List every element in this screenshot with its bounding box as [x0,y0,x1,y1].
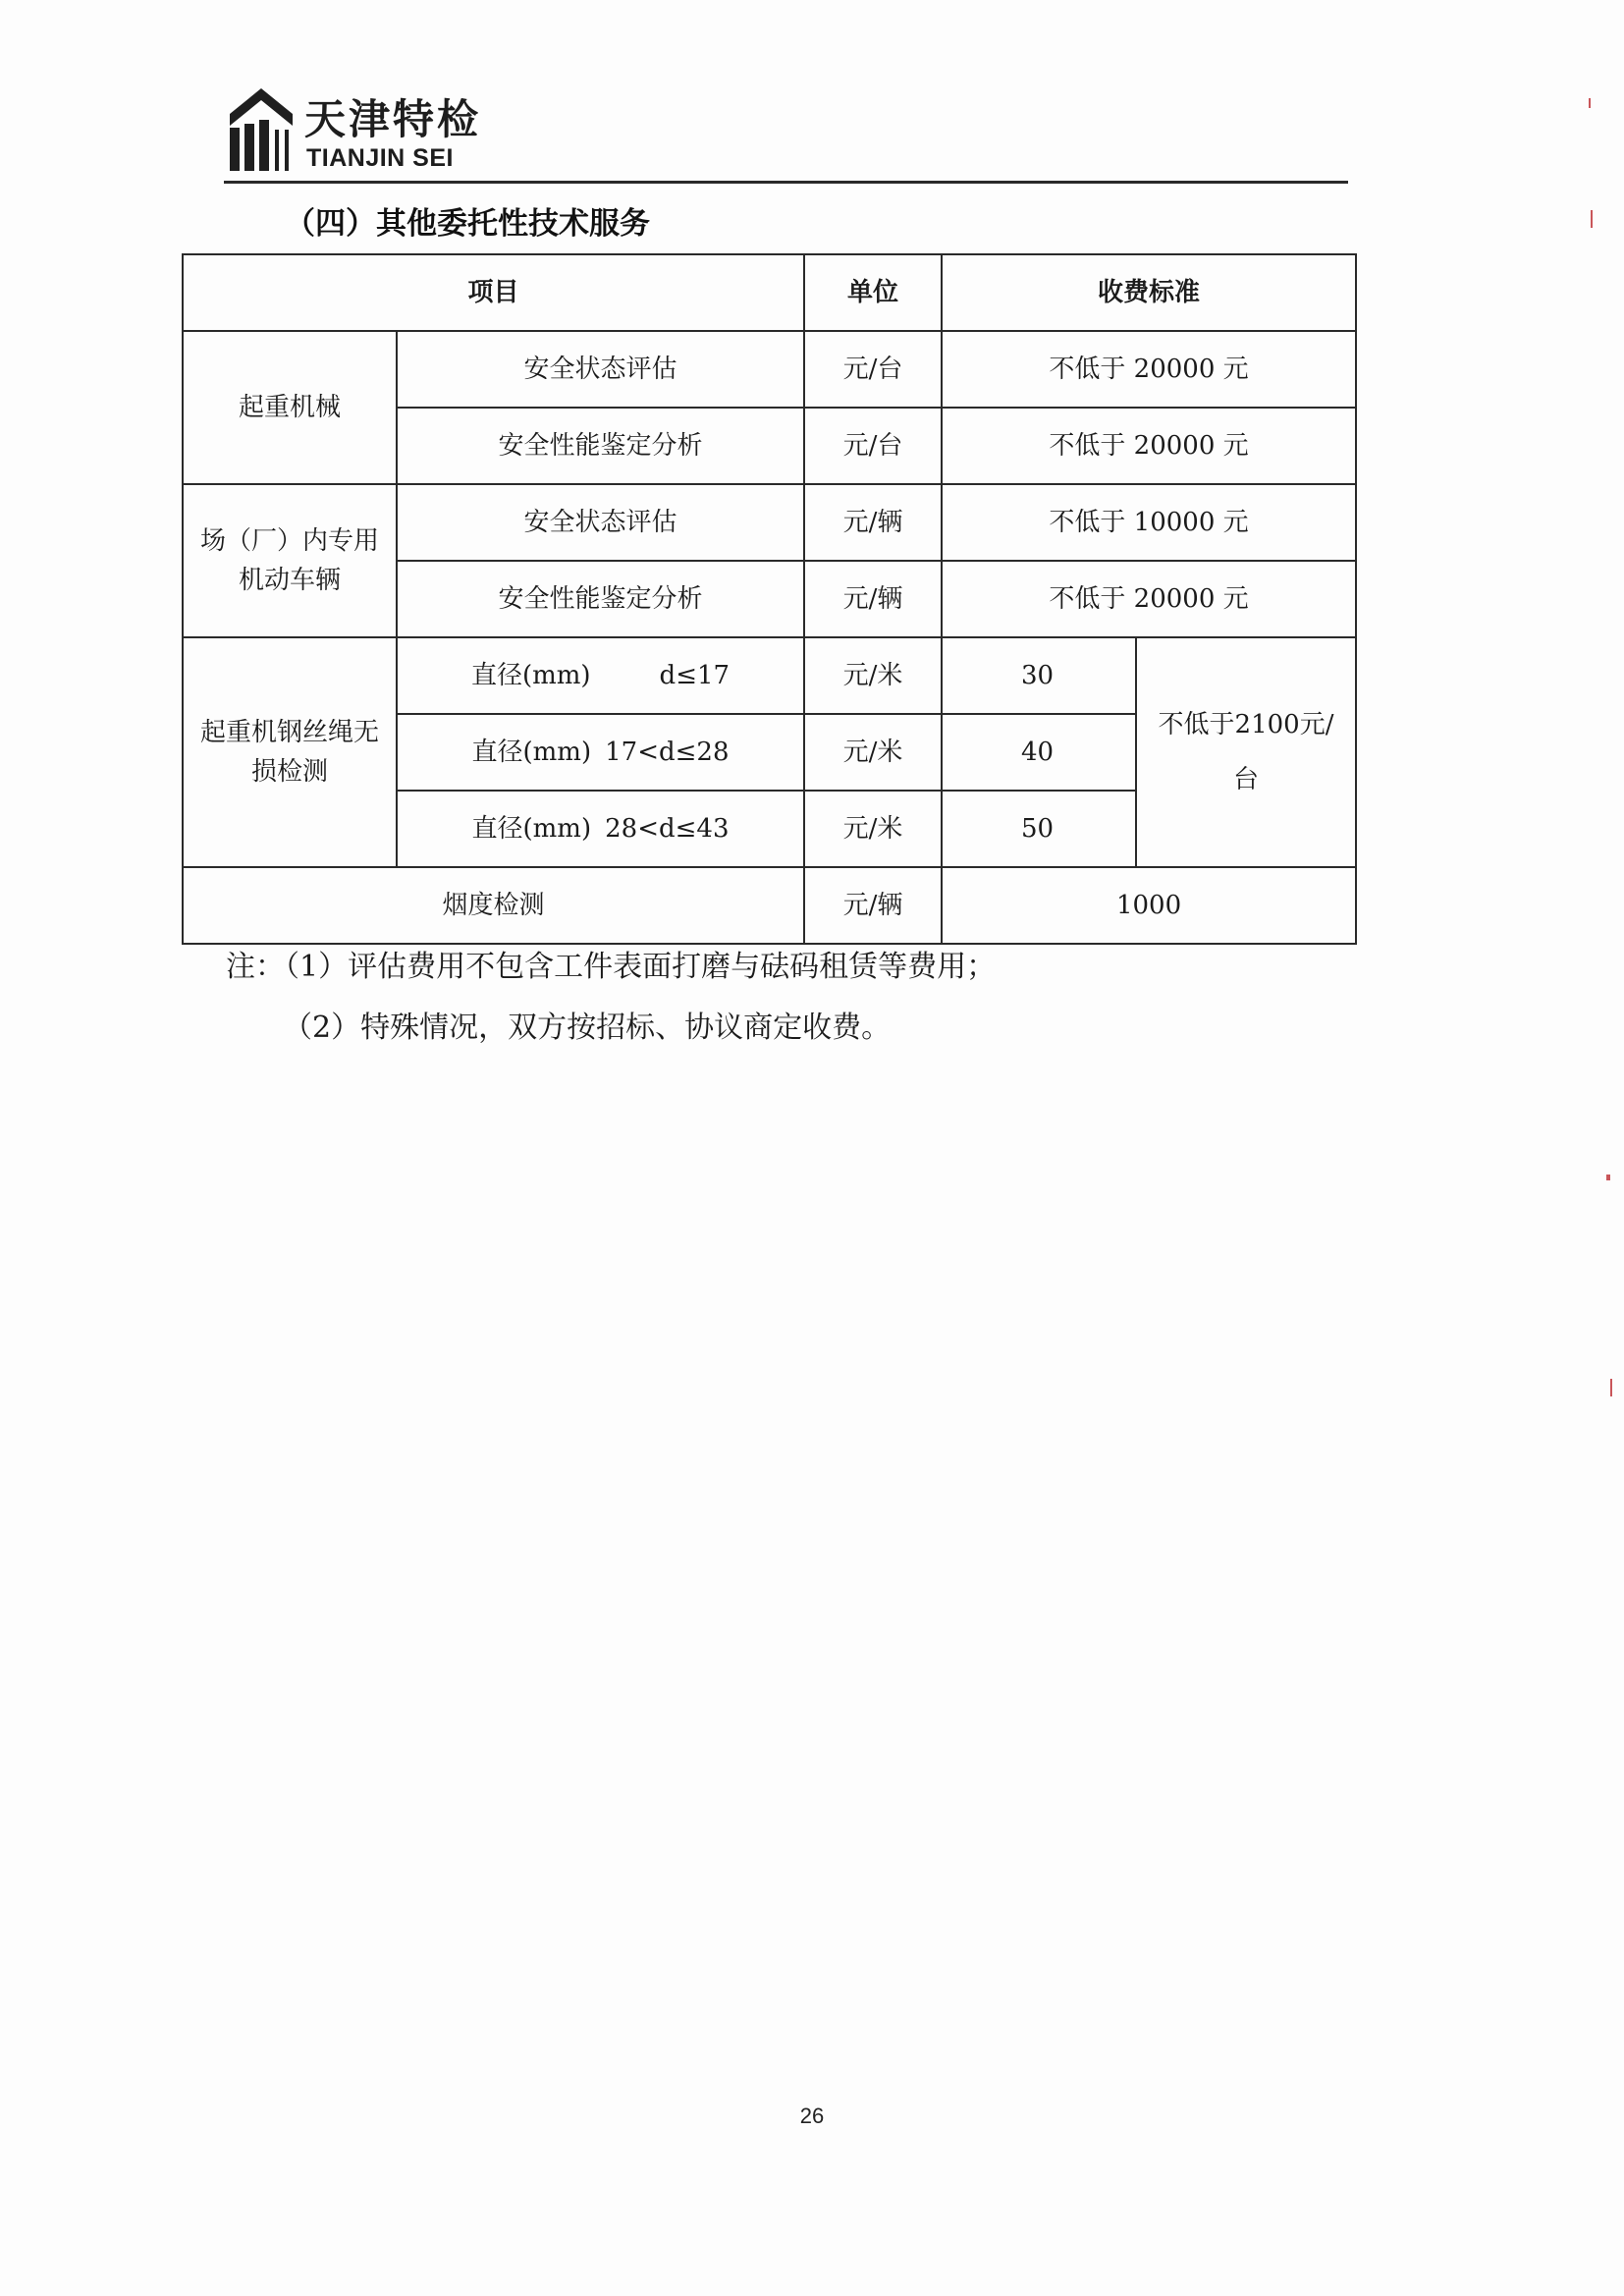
scan-edge-mark [1606,1175,1610,1180]
minimum-fee-cell: 不低于2100元/台 [1136,637,1356,867]
category-cell: 起重机械 [183,331,397,484]
item-cell: 安全状态评估 [397,331,804,408]
scan-edge-mark [1610,1379,1612,1396]
unit-cell: 元/米 [804,637,942,714]
page-header [224,79,1348,187]
item-cell: 烟度检测 [183,867,804,944]
unit-cell: 元/辆 [804,484,942,561]
fee-cell: 不低于 10000 元 [942,484,1356,561]
diameter-label: 直径(mm) [471,738,592,767]
diameter-range: 17<d≤28 [605,738,730,767]
fee-cell: 不低于 20000 元 [942,561,1356,637]
table-row [183,867,1356,944]
item-cell: 安全性能鉴定分析 [397,408,804,484]
item-cell: 安全状态评估 [397,484,804,561]
logo-english-text: TIANJIN SEI [306,144,454,172]
table-row [183,484,1356,561]
unit-cell: 元/辆 [804,561,942,637]
diameter-label: 直径(mm) [471,814,592,844]
item-cell [397,791,804,867]
diameter-range: d≤17 [659,661,731,690]
tianjin-sei-logo-icon [224,84,297,175]
item-cell [397,637,804,714]
scan-edge-mark [1589,98,1591,108]
note-line-1: 注：（1）评估费用不包含工件表面打磨与砝码租赁等费用； [226,950,997,984]
table-row [183,331,1356,408]
unit-cell: 元/米 [804,791,942,867]
page-number: 26 [799,2104,825,2128]
table-row [183,637,1356,714]
fee-cell: 30 [942,637,1136,714]
note-line-2: （2）特殊情况，双方按招标、协议商定收费。 [283,1011,892,1045]
unit-cell: 元/辆 [804,867,942,944]
header-unit: 单位 [804,254,942,331]
header-fee: 收费标准 [942,254,1356,331]
category-cell: 场（厂）内专用机动车辆 [183,484,397,637]
diameter-label: 直径(mm) [470,661,591,690]
scan-edge-mark [1591,210,1593,228]
diameter-range: 28<d≤43 [605,814,730,844]
header-item: 项目 [183,254,804,331]
unit-cell: 元/台 [804,408,942,484]
header-divider [224,181,1348,184]
item-cell [397,714,804,791]
fee-cell: 40 [942,714,1136,791]
fee-table [182,253,1357,945]
logo-chinese-text: 天津特检 [304,95,482,143]
fee-cell: 1000 [942,867,1356,944]
item-cell: 安全性能鉴定分析 [397,561,804,637]
table-header-row [183,254,1356,331]
section-title: （四）其他委托性技术服务 [285,206,650,242]
category-cell: 起重机钢丝绳无损检测 [183,637,397,867]
unit-cell: 元/米 [804,714,942,791]
unit-cell: 元/台 [804,331,942,408]
fee-cell: 不低于 20000 元 [942,331,1356,408]
fee-cell: 50 [942,791,1136,867]
fee-cell: 不低于 20000 元 [942,408,1356,484]
